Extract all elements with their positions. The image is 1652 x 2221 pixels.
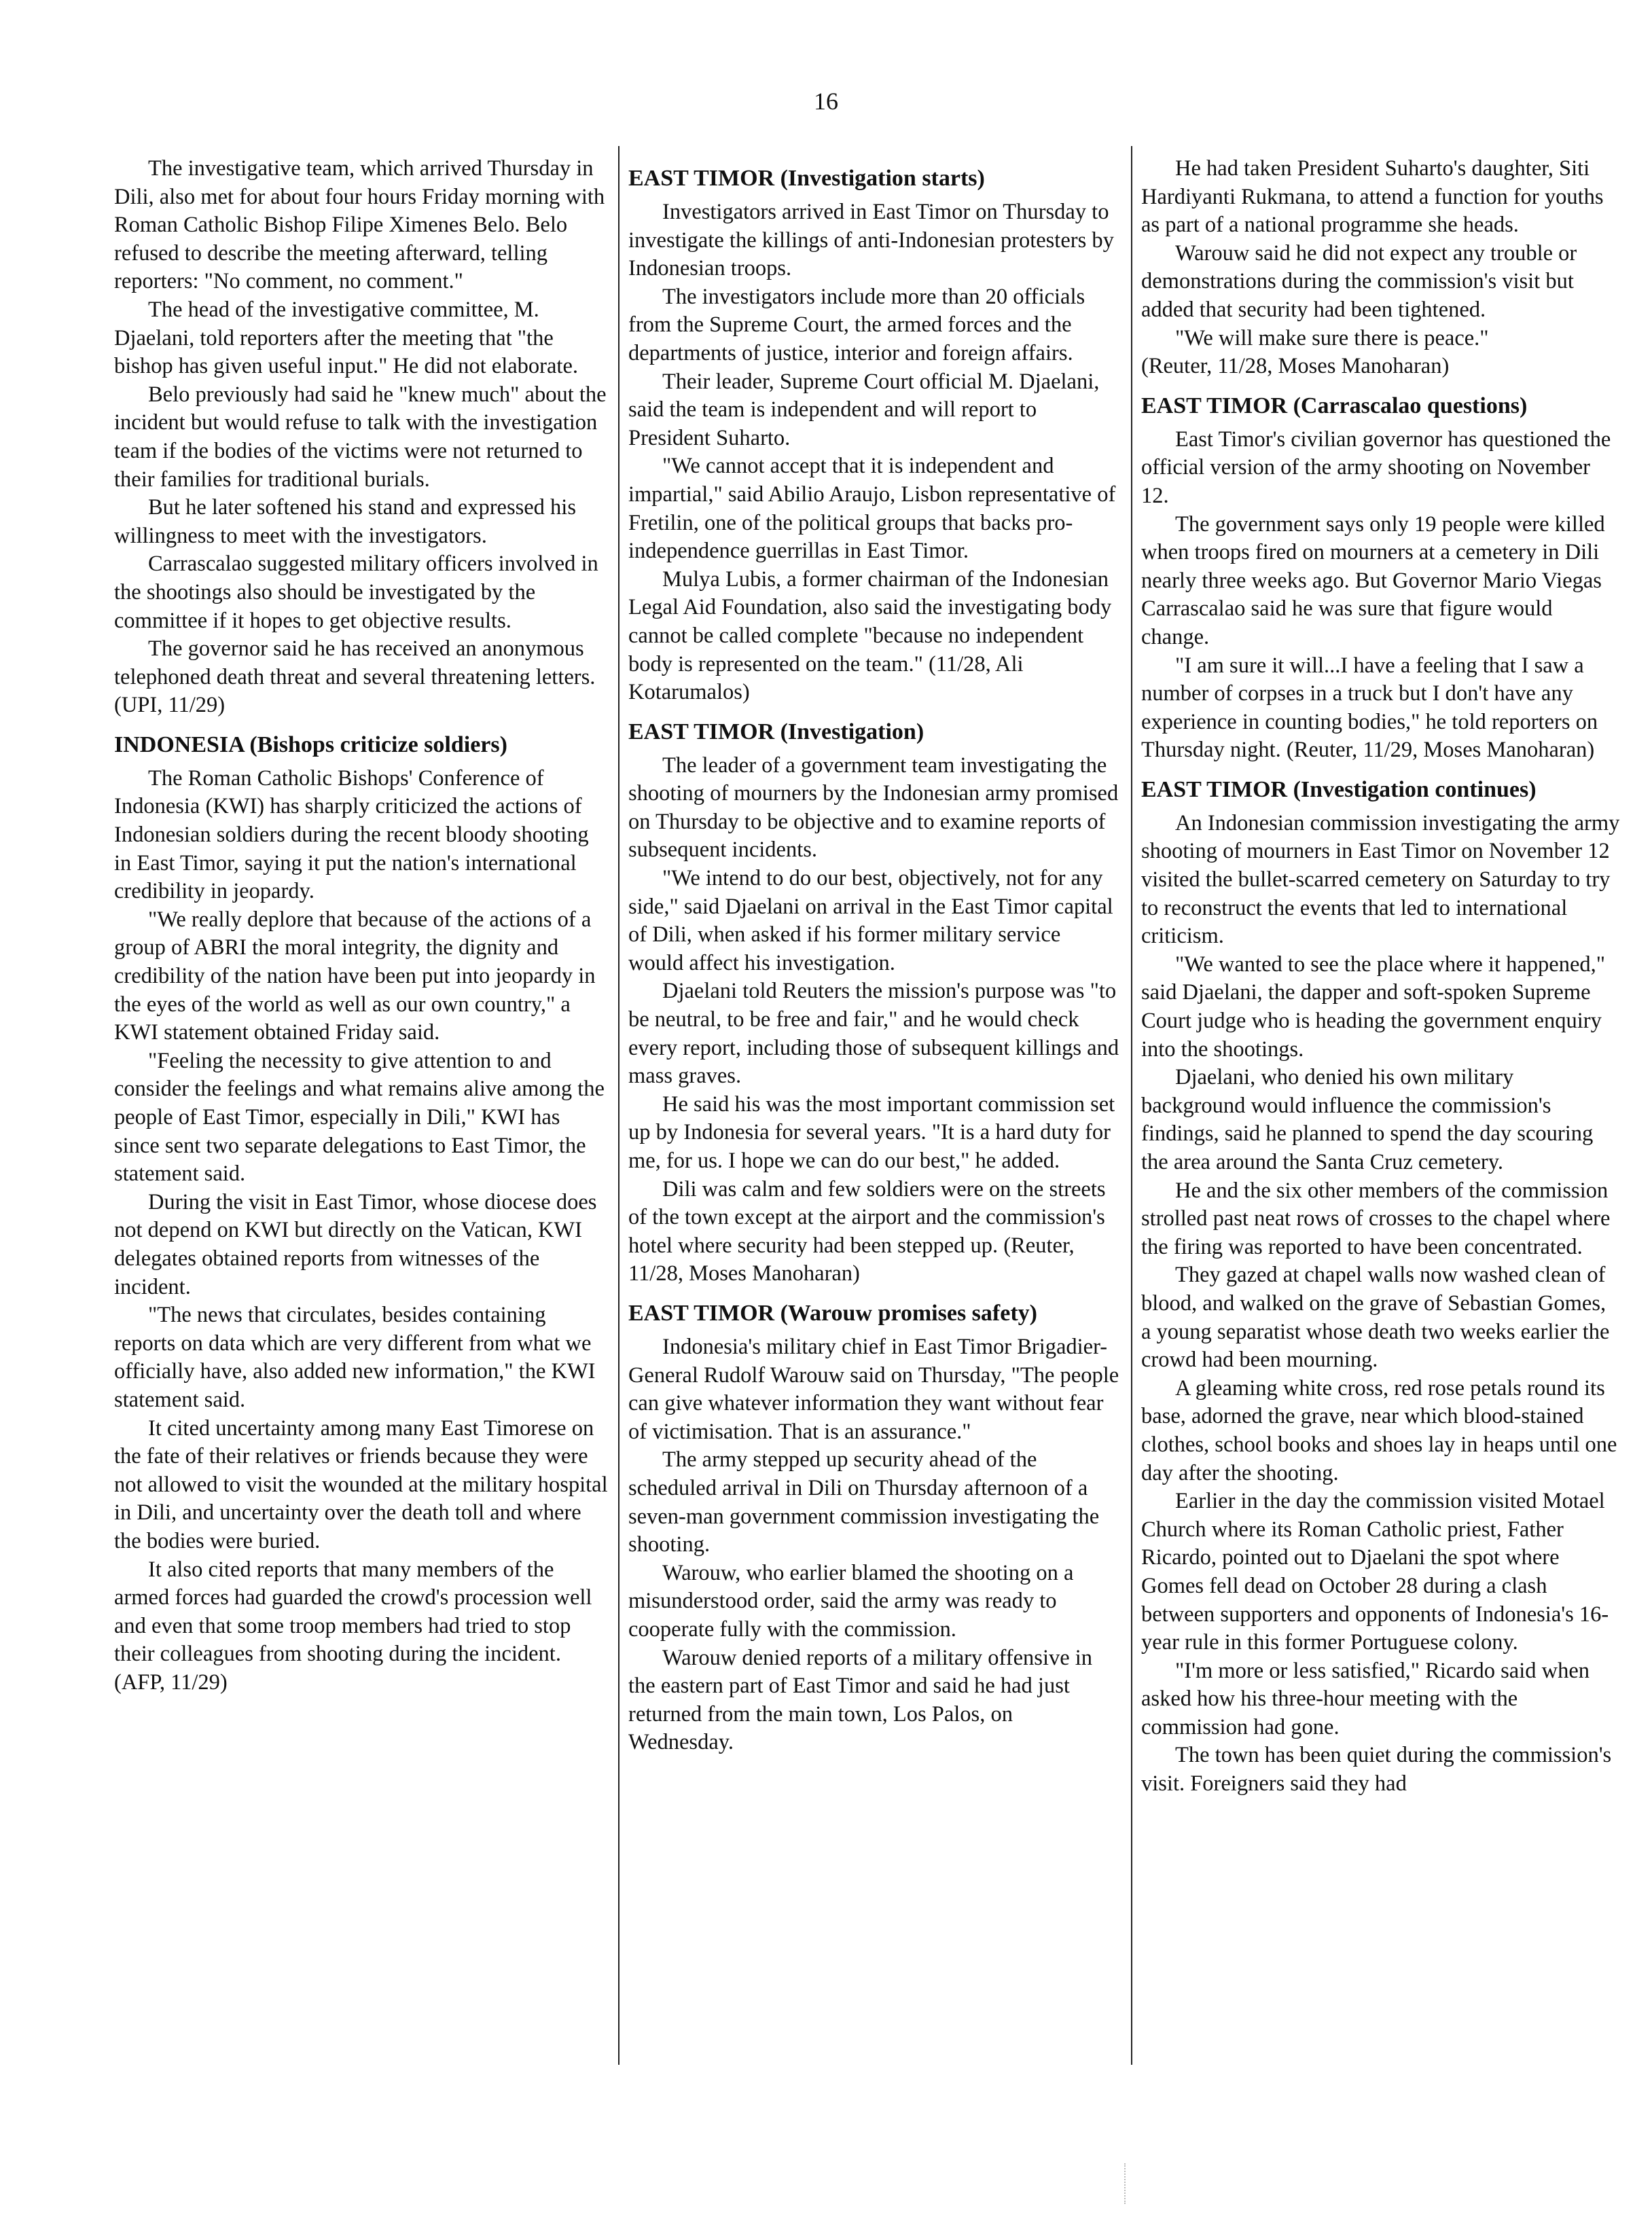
article-paragraph: "Feeling the necessity to give attention to and consider the feelings and what remains alive among the people of East Timor, especially in Dili," KWI has since sent two separate delegations to East Timor, the statement said. — [114, 1048, 605, 1187]
page-number: 16 — [814, 88, 838, 115]
column-1 — [114, 155, 610, 1697]
column-3 — [1141, 155, 1620, 1799]
article-paragraph: Warouw said he did not expect any trouble or demonstrations during the commission's visit but added that security had been tightened. — [1141, 240, 1577, 322]
article-paragraph: But he later softened his stand and expressed his willingness to meet with the investigators. — [114, 495, 576, 548]
article-paragraph: The head of the investigative committee, M. Djaelani, told reporters after the meeting that "the bishop has given useful input." He did not elaborate. — [114, 297, 578, 379]
article-paragraph: "The news that circulates, besides containing reports on data which are very different from what we officially have, also added new information," the KWI statement said. — [114, 1303, 596, 1412]
article-paragraph: It cited uncertainty among many East Timorese on the fate of their relatives or friends because they were not allowed to visit the wounded at the military hospital in Dili, and uncertainty over the death toll and where the bodies were buried. — [114, 1415, 608, 1553]
article-paragraph: "We intend to do our best, objectively, not for any side," said Djaelani on arrival in the East Timor capital of Dili, when asked if his former military service would affect his investigation. — [628, 866, 1113, 975]
column-divider-right — [1131, 146, 1132, 2065]
article-paragraph: Investigators arrived in East Timor on Thursday to investigate the killings of anti-Indonesian protesters by Indonesian troops. — [628, 200, 1114, 281]
article-paragraph: During the visit in East Timor, whose diocese does not depend on KWI but directly on the Vatican, KWI delegates obtained reports from witnesses of the incident. — [114, 1189, 597, 1299]
article-paragraph: "We will make sure there is peace." — [1175, 325, 1489, 350]
article-paragraph: The leader of a government team investigating the shooting of mourners by the Indonesian army promised on Thursday to be objective and to examine reports of subsequent incidents. — [628, 753, 1119, 863]
article-paragraph: The investigators include more than 20 officials from the Supreme Court, the armed forces and the departments of justice, interior and foreign affairs. — [628, 284, 1085, 365]
article-paragraph: The governor said he has received an anonymous telephoned death threat and several threatening letters. (UPI, 11/29) — [114, 636, 596, 718]
article-heading: INDONESIA (Bishops criticize soldiers) — [114, 732, 507, 757]
article-paragraph: Belo previously had said he "knew much" about the incident but would refuse to talk with the investigation team if the bodies of the victims were not returned to their families for traditional burials. — [114, 382, 607, 492]
article-paragraph: Indonesia's military chief in East Timor Brigadier-General Rudolf Warouw said on Thursday, "The people can give whatever information they want without fear of victimisation. That is an assurance." — [628, 1334, 1119, 1444]
article-paragraph: Warouw, who earlier blamed the shooting on a misunderstood order, said the army was ready to cooperate fully with the commission. — [628, 1560, 1074, 1642]
article-paragraph: "I'm more or less satisfied," Ricardo said when asked how his three-hour meeting with the commission had gone. — [1141, 1658, 1590, 1739]
article-paragraph: The town has been quiet during the commission's visit. Foreigners said they had — [1141, 1743, 1612, 1796]
article-paragraph: "I am sure it will...I have a feeling that I saw a number of corpses in a truck but I don't have any experience in counting bodies," he told reporters on Thursday night. (Reuter, 11/29, Moses Manoharan) — [1141, 653, 1598, 763]
article-paragraph: "We cannot accept that it is independent and impartial," said Abilio Araujo, Lisbon representative of Fretilin, one of the political groups that backs pro-independence guerrillas in East Timor. — [628, 454, 1116, 564]
article-paragraph: (Reuter, 11/28, Moses Manoharan) — [1141, 354, 1450, 379]
article-paragraph: It also cited reports that many members of the armed forces had guarded the crowd's procession well and even that some troop members had tried to stop their colleagues from shooting during the incident. (AFP, 11/29) — [114, 1557, 592, 1695]
scan-artifact-dots — [1124, 2163, 1130, 2204]
article-heading: EAST TIMOR (Carrascalao questions) — [1141, 393, 1528, 418]
article-paragraph: Djaelani told Reuters the mission's purpose was "to be neutral, to be free and fair," and he would check every report, including those of subsequent killings and mass graves. — [628, 979, 1119, 1089]
article-paragraph: Earlier in the day the commission visited Motael Church where its Roman Catholic priest, Father Ricardo, pointed out to Djaelani the spot where Gomes fell dead on October 28 during a clash between supporters and opponents of Indonesia's 16-year rule in this former Portuguese colony. — [1141, 1489, 1609, 1655]
article-paragraph: He and the six other members of the commission strolled past neat rows of crosses to the chapel where the firing was reported to have been concentrated. — [1141, 1178, 1611, 1259]
column-2 — [628, 155, 1119, 1757]
article-paragraph: He said his was the most important commission set up by Indonesia for several years. "It is a hard duty for me, for us. I hope we can do our best," he added. — [628, 1091, 1115, 1173]
column-divider-left — [618, 146, 620, 2065]
article-paragraph: Mulya Lubis, a former chairman of the Indonesian Legal Aid Foundation, also said the investigating body cannot be called complete "because no independent body is represented on the team." (11/28, Ali Kotarumalos) — [628, 566, 1112, 705]
article-paragraph: The army stepped up security ahead of the scheduled arrival in Dili on Thursday afternoon of a seven-man government commission investigating the shooting. — [628, 1447, 1100, 1557]
article-paragraph: Warouw denied reports of a military offensive in the eastern part of East Timor and said he had just returned from the main town, Los Palos, on Wednesday. — [628, 1645, 1093, 1755]
article-paragraph: The investigative team, which arrived Thursday in Dili, also met for about four hours Friday morning with Roman Catholic Bishop Filipe Ximenes Belo. Belo refused to describe the meeting afterward, telling reporters: "No comment, no comment." — [114, 156, 605, 294]
article-paragraph: They gazed at chapel walls now washed clean of blood, and walked on the grave of Sebastian Gomes, a young separatist whose death two weeks earlier the crowd had been mourning. — [1141, 1263, 1610, 1373]
article-paragraph: An Indonesian commission investigating the army shooting of mourners in East Timor on November 12 visited the bullet-scarred cemetery on Saturday to try to reconstruct the events that led to international criticism. — [1141, 810, 1620, 949]
article-paragraph: East Timor's civilian governor has questioned the official version of the army shooting on November 12. — [1141, 427, 1611, 508]
article-paragraph: Dili was calm and few soldiers were on the streets of the town except at the airport and the commission's hotel where security had been stepped up. (Reuter, 11/28, Moses Manoharan) — [628, 1176, 1106, 1286]
article-paragraph: Carrascalao suggested military officers involved in the shootings also should be investigated by the committee if it hopes to get objective results. — [114, 552, 598, 633]
article-paragraph: The government says only 19 people were killed when troops fired on mourners at a cemetery in Dili nearly three weeks ago. But Governor Mario Viegas Carrascalao said he was sure that figure would change. — [1141, 511, 1605, 649]
article-paragraph: A gleaming white cross, red rose petals round its base, adorned the grave, near which blood-stained clothes, school books and shoes lay in heaps until one day after the shooting. — [1141, 1375, 1617, 1485]
article-paragraph: He had taken President Suharto's daughter, Siti Hardiyanti Rukmana, to attend a function for youths as part of a national programme she heads. — [1141, 156, 1604, 238]
article-heading: EAST TIMOR (Investigation starts) — [628, 166, 985, 191]
article-heading: EAST TIMOR (Investigation) — [628, 719, 924, 744]
article-paragraph: "We really deplore that because of the actions of a group of ABRI the moral integrity, the dignity and credibility of the nation have been put into jeopardy in the eyes of the world as well as our own country," a KWI statement obtained Friday said. — [114, 907, 596, 1045]
article-paragraph: The Roman Catholic Bishops' Conference of Indonesia (KWI) has sharply criticized the actions of Indonesian soldiers during the recent bloody shooting in East Timor, saying it put the nation's international credibility in jeopardy. — [114, 765, 589, 904]
article-heading: EAST TIMOR (Warouw promises safety) — [628, 1300, 1037, 1326]
article-paragraph: "We wanted to see the place where it happened," said Djaelani, the dapper and soft-spoken Supreme Court judge who is heading the government enquiry into the shootings. — [1141, 952, 1606, 1062]
article-paragraph: Their leader, Supreme Court official M. Djaelani, said the team is independent and will report to President Suharto. — [628, 369, 1100, 450]
article-heading: EAST TIMOR (Investigation continues) — [1141, 776, 1537, 802]
article-paragraph: Djaelani, who denied his own military background would influence the commission's findings, said he planned to spend the day scouring the area around the Santa Cruz cemetery. — [1141, 1065, 1594, 1174]
